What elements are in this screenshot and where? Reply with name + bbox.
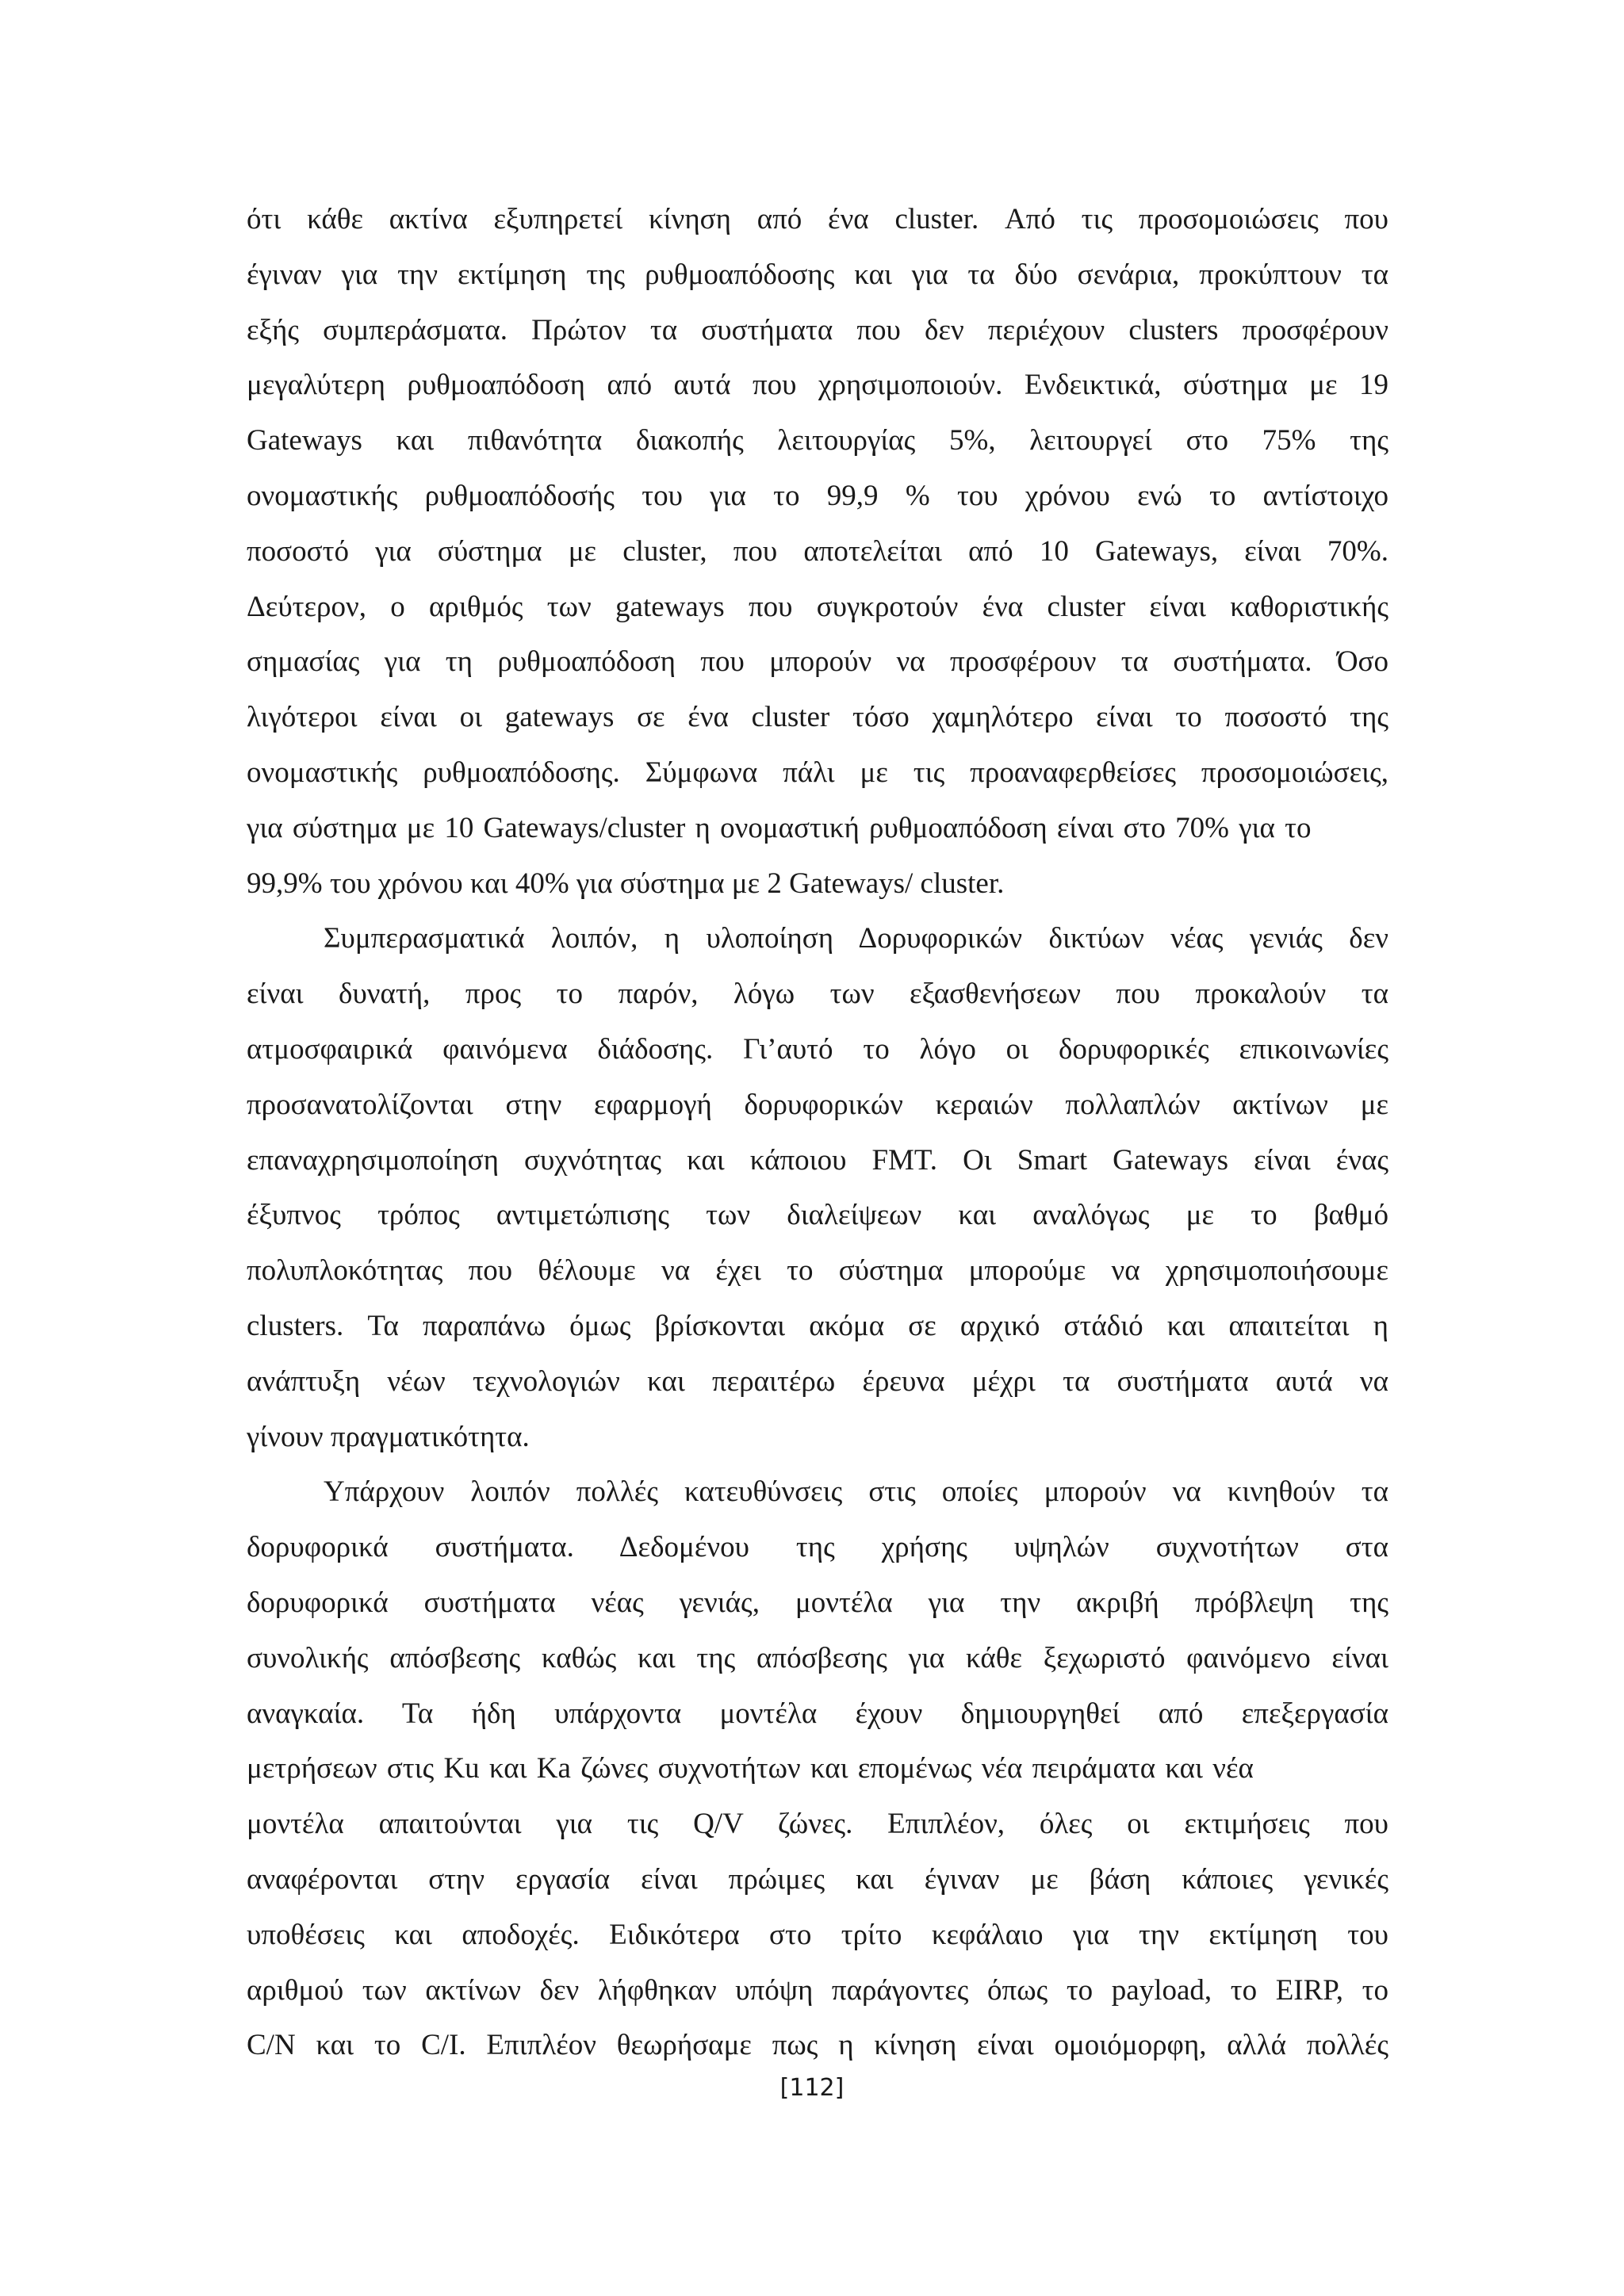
- text-line: εξής συμπεράσματα. Πρώτον τα συστήματα που δεν περιέχουν clusters προσφέρουν: [247, 313, 1388, 346]
- text-line: Υπάρχουν λοιπόν πολλές κατευθύνσεις στις οποίες μπορούν να κινηθούν τα: [324, 1475, 1388, 1509]
- text-line: αναγκαία. Τα ήδη υπάρχοντα μοντέλα έχουν δημιουργηθεί από επεξεργασία: [247, 1697, 1388, 1730]
- text-line: 99,9% του χρόνου και 40% για σύστημα με 2 Gateways/ cluster.: [247, 867, 1005, 900]
- text-line: γίνουν πραγματικότητα.: [247, 1420, 530, 1453]
- text-line: για σύστημα με 10 Gateways/cluster η ονομαστική ρυθμοαπόδοση είναι στο 70% για το: [247, 811, 1312, 844]
- text-line: λιγότεροι είναι οι gateways σε ένα cluster τόσο χαμηλότερο είναι το ποσοστό της: [247, 701, 1388, 734]
- text-line: C/N και το C/I. Επιπλέον θεωρήσαμε πως η κίνηση είναι ομοιόμορφη, αλλά πολλές: [247, 2029, 1388, 2062]
- text-line: μεγαλύτερη ρυθμοαπόδοση από αυτά που χρησιμοποιούν. Ενδεικτικά, σύστημα με 19: [247, 369, 1388, 402]
- text-line: ανάπτυξη νέων τεχνολογιών και περαιτέρω έρευνα μέχρι τα συστήματα αυτά να: [247, 1364, 1388, 1398]
- text-line: προσανατολίζονται στην εφαρμογή δορυφορικών κεραιών πολλαπλών ακτίνων με: [247, 1088, 1388, 1121]
- paragraph: [247, 192, 1388, 911]
- text-line: σημασίας για τη ρυθμοαπόδοση που μπορούν να προσφέρουν τα συστήματα. Όσο: [247, 645, 1388, 679]
- text-line: συνολικής απόσβεσης καθώς και της απόσβεσης για κάθε ξεχωριστό φαινόμενο είναι: [247, 1641, 1388, 1674]
- body-text: [247, 192, 1388, 2073]
- text-line: ότι κάθε ακτίνα εξυπηρετεί κίνηση από ένα cluster. Από τις προσομοιώσεις που: [247, 203, 1388, 235]
- page-number: [112]: [779, 2074, 845, 2102]
- text-line: δορυφορικά συστήματα. Δεδομένου της χρήσης υψηλών συχνοτήτων στα: [247, 1531, 1388, 1564]
- text-line: έξυπνος τρόπος αντιμετώπισης των διαλείψεων και αναλόγως με το βαθμό: [247, 1199, 1388, 1232]
- text-line: δορυφορικά συστήματα νέας γενιάς, μοντέλα για την ακριβή πρόβλεψη της: [247, 1586, 1388, 1619]
- text-line: έγιναν για την εκτίμηση της ρυθμοαπόδοσης και για τα δύο σενάρια, προκύπτουν τα: [247, 258, 1388, 291]
- text-line: Gateways και πιθανότητα διακοπής λειτουργίας 5%, λειτουργεί στο 75% της: [247, 424, 1388, 457]
- text-line: ονομαστικής ρυθμοαπόδοσής του για το 99,9 % του χρόνου ενώ το αντίστοιχο: [247, 479, 1388, 512]
- text-line: Συμπερασματικά λοιπόν, η υλοποίηση Δορυφορικών δικτύων νέας γενιάς δεν: [324, 922, 1388, 955]
- text-line: μετρήσεων στις Ku και Ka ζώνες συχνοτήτων και επομένως νέα πειράματα και νέα: [247, 1752, 1254, 1785]
- text-line: αναφέρονται στην εργασία είναι πρώιμες και έγιναν με βάση κάποιες γενικές: [247, 1862, 1388, 1896]
- paragraph: [247, 1464, 1388, 2073]
- text-line: υποθέσεις και αποδοχές. Ειδικότερα στο τρίτο κεφάλαιο για την εκτίμηση του: [247, 1918, 1388, 1951]
- text-line: Δεύτερον, ο αριθμός των gateways που συγκροτούν ένα cluster είναι καθοριστικής: [247, 590, 1388, 623]
- text-line: clusters. Τα παραπάνω όμως βρίσκονται ακόμα σε αρχικό στάδιό και απαιτείται η: [247, 1309, 1388, 1342]
- text-line: πολυπλοκότητας που θέλουμε να έχει το σύστημα μπορούμε να χρησιμοποιήσουμε: [247, 1254, 1388, 1288]
- text-line: ποσοστό για σύστημα με cluster, που αποτελείται από 10 Gateways, είναι 70%.: [247, 534, 1388, 568]
- paragraph: [247, 911, 1388, 1464]
- text-line: επαναχρησιμοποίηση συχνότητας και κάποιου FMT. Οι Smart Gateways είναι ένας: [247, 1143, 1388, 1177]
- text-line: αριθμού των ακτίνων δεν λήφθηκαν υπόψη παράγοντες όπως το payload, το EIRP, το: [247, 1973, 1388, 2007]
- text-line: ατμοσφαιρικά φαινόμενα διάδοσης. Γι’αυτό το λόγο οι δορυφορικές επικοινωνίες: [247, 1032, 1388, 1066]
- text-line: είναι δυνατή, προς το παρόν, λόγω των εξασθενήσεων που προκαλούν τα: [247, 978, 1388, 1011]
- text-line: μοντέλα απαιτούνται για τις Q/V ζώνες. Επιπλέον, όλες οι εκτιμήσεις που: [247, 1808, 1388, 1841]
- text-line: ονομαστικής ρυθμοαπόδοσης. Σύμφωνα πάλι με τις προαναφερθείσες προσομοιώσεις,: [247, 756, 1388, 789]
